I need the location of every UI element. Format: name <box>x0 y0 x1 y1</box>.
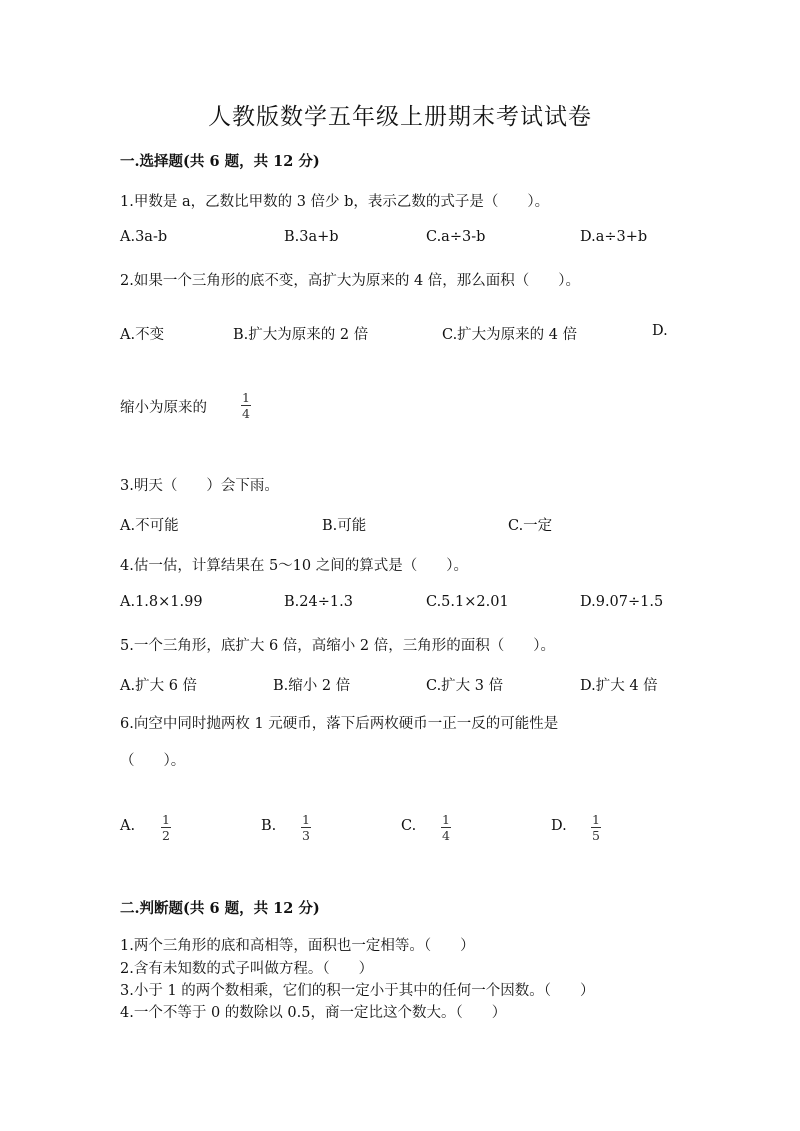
q4-option-b[interactable]: B.24÷1.3 <box>284 594 353 610</box>
q5-option-c[interactable]: C.扩大 3 倍 <box>426 678 504 694</box>
q2-option-d-fraction <box>241 391 251 420</box>
fraction-numerator: 1 <box>242 390 250 405</box>
question-2: 2.如果一个三角形的底不变，高扩大为原来的 4 倍，那么面积（ ）。 <box>120 273 581 289</box>
judgment-item-1: 1.两个三角形的底和高相等，面积也一定相等。（ ） <box>120 938 475 954</box>
q6-option-d[interactable]: D. <box>551 818 567 834</box>
page-title: 人教版数学五年级上册期末考试试卷 <box>208 104 592 130</box>
q6-option-a-fraction <box>161 813 171 842</box>
judgment-item-2: 2.含有未知数的式子叫做方程。（ ） <box>120 961 374 977</box>
question-6-cont: （ ）。 <box>120 753 186 769</box>
q6-option-b-fraction <box>301 813 311 842</box>
q1-option-a[interactable]: A.3a-b <box>120 229 168 245</box>
q5-option-a[interactable]: A.扩大 6 倍 <box>120 678 198 694</box>
fraction-numerator: 1 <box>162 812 170 827</box>
q6-option-d-fraction <box>591 813 601 842</box>
q5-option-b[interactable]: B.缩小 2 倍 <box>273 678 351 694</box>
q2-option-d-text: 缩小为原来的 <box>120 400 207 416</box>
q2-option-a[interactable]: A.不变 <box>120 327 165 343</box>
q3-option-c[interactable]: C.一定 <box>508 518 553 534</box>
q3-option-a[interactable]: A.不可能 <box>120 518 179 534</box>
section-heading-choice: 一.选择题(共 6 题，共 12 分) <box>120 153 320 170</box>
q6-option-b[interactable]: B. <box>261 818 277 834</box>
fraction-denominator: 4 <box>242 406 250 421</box>
q6-option-c[interactable]: C. <box>401 818 417 834</box>
fraction-denominator: 3 <box>302 828 310 843</box>
question-5: 5.一个三角形，底扩大 6 倍，高缩小 2 倍，三角形的面积（ ）。 <box>120 638 555 654</box>
question-3: 3.明天（ ）会下雨。 <box>120 478 279 494</box>
q6-option-a[interactable]: A. <box>120 818 136 834</box>
q3-option-b[interactable]: B.可能 <box>322 518 367 534</box>
judgment-item-4: 4.一个不等于 0 的数除以 0.5，商一定比这个数大。（ ） <box>120 1005 507 1021</box>
q4-option-d[interactable]: D.9.07÷1.5 <box>580 594 664 610</box>
q1-option-d[interactable]: D.a÷3+b <box>580 229 648 245</box>
question-6: 6.向空中同时抛两枚 1 元硬币，落下后两枚硬币一正一反的可能性是 <box>120 716 559 732</box>
q4-option-c[interactable]: C.5.1×2.01 <box>426 594 509 610</box>
q2-option-b[interactable]: B.扩大为原来的 2 倍 <box>233 327 369 343</box>
section-heading-judgment: 二.判断题(共 6 题，共 12 分) <box>120 900 320 917</box>
fraction-denominator: 2 <box>162 828 170 843</box>
q2-option-c[interactable]: C.扩大为原来的 4 倍 <box>442 327 578 343</box>
fraction-numerator: 1 <box>302 812 310 827</box>
fraction-denominator: 4 <box>442 828 450 843</box>
q6-option-c-fraction <box>441 813 451 842</box>
q1-option-b[interactable]: B.3a+b <box>284 229 339 245</box>
fraction-denominator: 5 <box>592 828 600 843</box>
fraction-numerator: 1 <box>592 812 600 827</box>
question-1: 1.甲数是 a，乙数比甲数的 3 倍少 b，表示乙数的式子是（ ）。 <box>120 194 550 210</box>
q4-option-a[interactable]: A.1.8×1.99 <box>120 594 203 610</box>
q2-option-d[interactable]: D. <box>652 323 668 339</box>
question-4: 4.估一估，计算结果在 5～10 之间的算式是（ ）。 <box>120 558 468 574</box>
q1-option-c[interactable]: C.a÷3-b <box>426 229 486 245</box>
fraction-numerator: 1 <box>442 812 450 827</box>
q5-option-d[interactable]: D.扩大 4 倍 <box>580 678 658 694</box>
judgment-item-3: 3.小于 1 的两个数相乘，它们的积一定小于其中的任何一个因数。（ ） <box>120 983 595 999</box>
